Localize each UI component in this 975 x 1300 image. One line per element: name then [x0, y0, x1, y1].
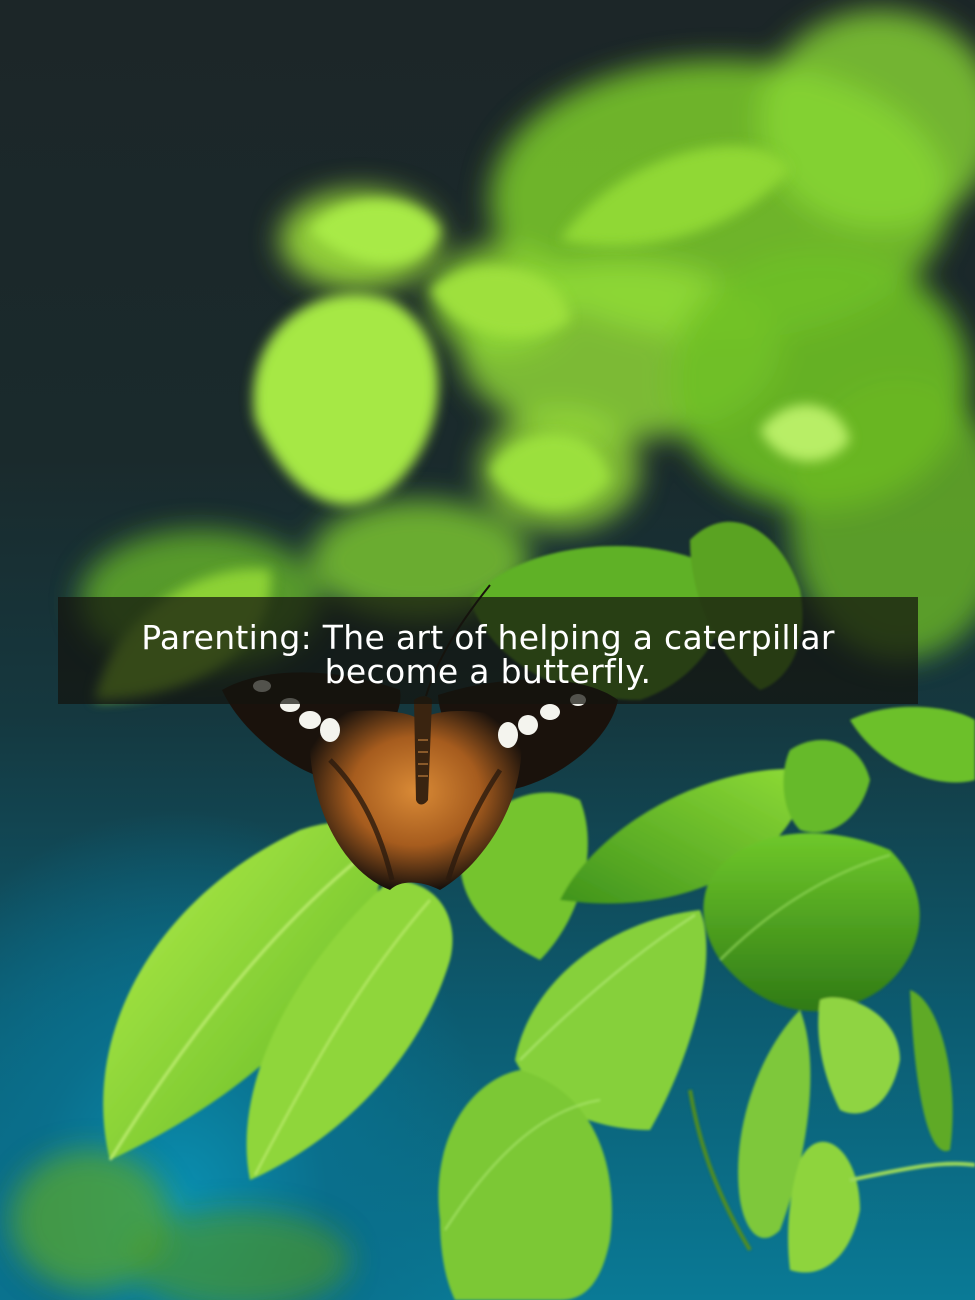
quote-line-2: become a butterfly. [324, 652, 652, 691]
quote-caption [58, 597, 918, 704]
quote-line-1: Parenting: The art of helping a caterpillar [141, 618, 835, 657]
